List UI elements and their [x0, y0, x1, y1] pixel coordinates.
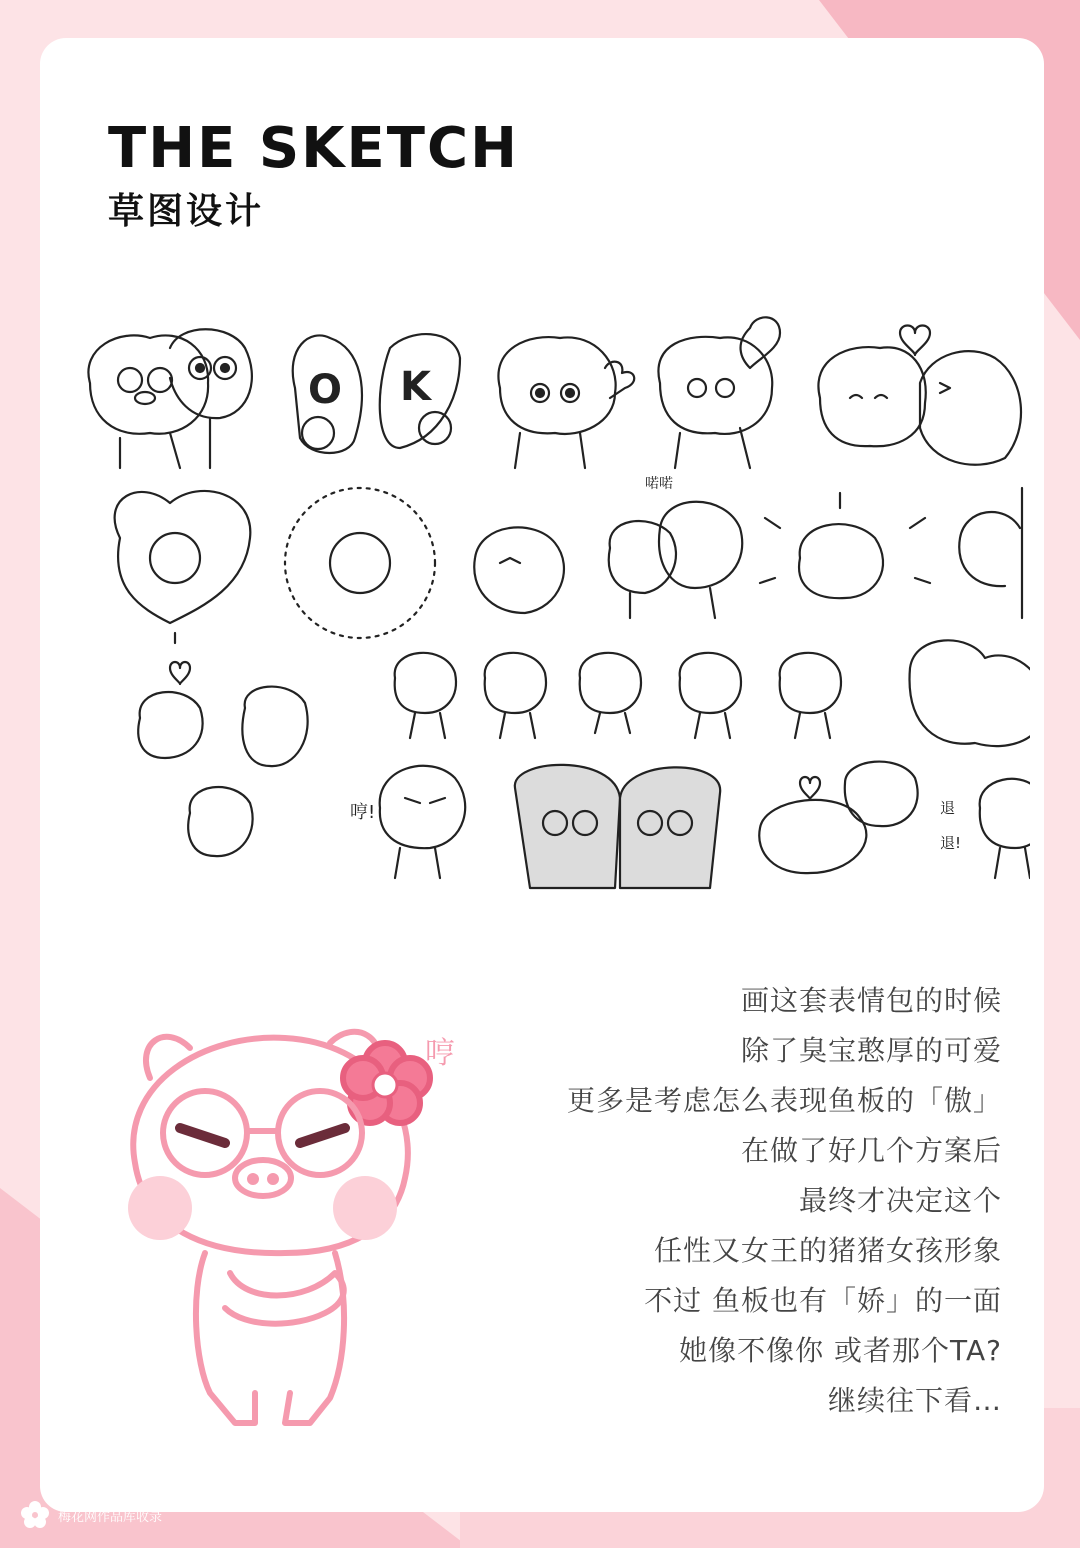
- sketch-letter-k: K: [400, 364, 431, 410]
- sketch-label-retreat: 退: [940, 799, 956, 817]
- sketch-hug-pair: [88, 329, 251, 468]
- description-line: 任性又女王的猪猪女孩形象: [653, 1234, 1002, 1267]
- sketch-kiss-pair: [818, 326, 1021, 465]
- sketch-back-view: [910, 640, 1030, 746]
- sketch-peek-door: [959, 488, 1022, 618]
- sketch-letter-o: O: [308, 367, 343, 413]
- description-line: 最终才决定这个: [798, 1184, 1002, 1217]
- page-subtitle: 草图设计: [108, 191, 265, 232]
- plum-flower-icon: [20, 1500, 50, 1530]
- sketch-label-retreat-2: 退!: [940, 834, 962, 852]
- sketch-retreat-char: [940, 779, 1030, 878]
- description-lines: [442, 976, 1002, 1426]
- character-illustration: [95, 1003, 485, 1433]
- sketch-heart-frame: [115, 491, 251, 643]
- sketch-surprised-heart: [658, 317, 780, 468]
- sketch-standing-row: [395, 653, 841, 738]
- sketch-label-whisper: 喏喏: [645, 476, 673, 492]
- sketch-hmph-char: [350, 766, 465, 878]
- sketch-lying-pair: [759, 762, 917, 874]
- sketch-sparkle-char: [330, 533, 390, 593]
- sketch-shy-char: [474, 527, 564, 613]
- sketch-blowing-heart: [498, 337, 634, 468]
- description-line: 更多是考虑怎么表现鱼板的「傲」: [566, 1084, 1002, 1117]
- page-title: THE SKETCH: [108, 116, 519, 181]
- sketch-label-hmph: 哼!: [350, 802, 376, 823]
- content-card: [40, 38, 1044, 1512]
- description-line: 她像不像你 或者那个TA?: [679, 1334, 1002, 1367]
- description-line: 继续往下看…: [827, 1384, 1002, 1417]
- description-line: 画这套表情包的时候: [740, 984, 1002, 1017]
- character-sound-label: 哼: [425, 1036, 455, 1071]
- sketch-sparkle-circle: [285, 488, 435, 638]
- description-line: 除了臭宝憨厚的可爱: [740, 1034, 1002, 1067]
- watermark: [20, 1500, 162, 1530]
- sketch-gallery: [60, 288, 1030, 898]
- sketch-ok-balloons: [293, 334, 460, 453]
- description-line: 不过 鱼板也有「娇」的一面: [644, 1284, 1002, 1317]
- sketch-grey-pair: [515, 765, 720, 888]
- watermark-text: 梅花网作品库收录: [58, 1509, 163, 1525]
- sketch-shining-char: [760, 493, 930, 598]
- sketch-duo-hug: [609, 475, 742, 618]
- sketch-turning-sequence: [138, 662, 307, 856]
- description-line: 在做了好几个方案后: [740, 1134, 1002, 1167]
